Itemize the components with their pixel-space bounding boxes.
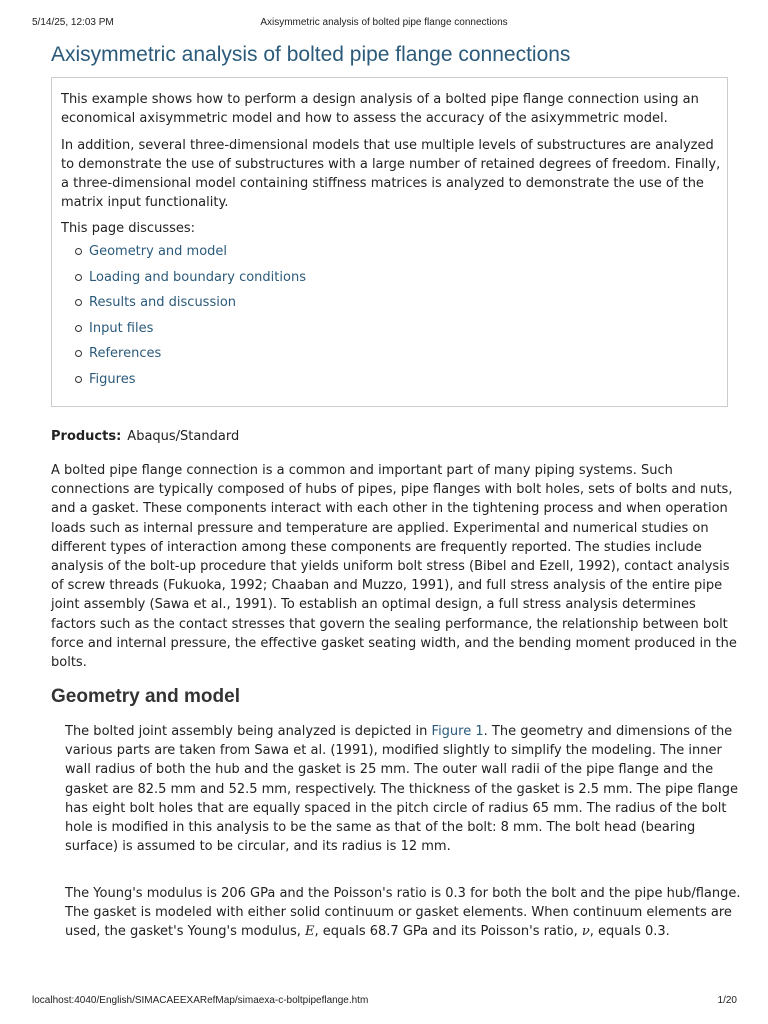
intro-paragraph: A bolted pipe flange connection is a common and important part of many piping systems. Such connections are typically composed of hubs of pipes, pipe flanges with bolt holes, sets of bolts and nuts, and a gasket. These components interact with each other in the tightening process and when operation loads such as internal pressure and temperature are applied. Experimental and numerical studies on different types of interaction among these components are frequently reported. The studies include analysis of the bolt-up procedure that yields uniform bolt stress (Bibel and Ezell, 1992), contact analysis of screw threads (Fukuoka, 1992; Chaaban and Muzzo, 1991), and full stress analysis of the entire pipe joint assembly (Sawa et al., 1991). To establish an optimal design, a full stress analysis determines factors such as the contact stresses that govern the sealing performance, the relationship between bolt force and internal pressure, the effective gasket seating width, and the bending moment produced in the bolts. — [51, 463, 737, 671]
toc-link-references[interactable]: References — [89, 346, 162, 361]
toc-link-loading[interactable]: Loading and boundary conditions — [89, 270, 306, 285]
geometry-paragraph-1 — [65, 722, 741, 856]
discusses-label: This page discusses: — [61, 221, 196, 236]
summary-paragraph-1: This example shows how to perform a design analysis of a bolted pipe flange connection using an economical axisymmetric model and how to assess the accuracy of the asixymmetric model. — [61, 92, 699, 126]
geometry-p2-text-a: The Young's modulus is 206 GPa and the Poisson's ratio is 0.3 for both the bolt and the pipe hub/flange. The gasket is modeled with either solid continuum or gasket elements. When continuum elements are used, the gasket's Young's modulus, — [65, 886, 741, 940]
toc-link-figures[interactable]: Figures — [89, 372, 136, 387]
print-page-number: 1/20 — [717, 995, 737, 1006]
geometry-p1-text-b: . The geometry and dimensions of the various parts are taken from Sawa et al. (1991), modified slightly to simplify the modeling. The inner wall radius of both the hub and the gasket is 25 mm. The outer wall radii of the pipe flange and the gasket are 82.5 mm and 52.5 mm, respectively. The thickness of the gasket is 2.5 mm. The pipe flange has eight bolt holes that are equally spaced in the pitch circle of radius 65 mm. The radius of the bolt hole is modified in this analysis to be the same as that of the bolt: 8 mm. The bolt head (bearing surface) is assumed to be circular, and its radius is 12 mm. — [65, 724, 738, 855]
print-footer — [0, 995, 768, 1009]
poisson-ratio-symbol: ν — [581, 924, 590, 940]
page-title: Axisymmetric analysis of bolted pipe flange connections — [51, 43, 571, 66]
print-date: 5/14/25, 12:03 PM — [32, 17, 114, 28]
summary-box — [51, 77, 728, 407]
youngs-modulus-symbol: E — [305, 924, 315, 940]
products-label: Products: — [51, 429, 122, 444]
print-header — [0, 17, 768, 31]
geometry-p2-text-c: , equals 0.3. — [589, 924, 670, 940]
summary-paragraph-2: In addition, several three-dimensional models that use multiple levels of substructures are analyzed to demonstrate the use of substructures with a large number of retained degrees of freedom. Finally, a three-dimensional model containing stiffness matrices is analyzed to demonstrate the use of the matrix input functionality. — [61, 138, 721, 210]
products-value: Abaqus/Standard — [127, 429, 240, 444]
print-url: localhost:4040/English/SIMACAEEXARefMap/simaexa-c-boltpipeflange.htm — [32, 995, 369, 1006]
geometry-p1-text-a: The bolted joint assembly being analyzed is depicted in — [65, 724, 432, 739]
geometry-p2-text-b: , equals 68.7 GPa and its Poisson's ratio, — [314, 924, 582, 940]
products-line — [51, 427, 239, 446]
toc-link-geometry[interactable]: Geometry and model — [89, 244, 228, 259]
section-heading-geometry: Geometry and model — [51, 686, 240, 707]
figure-1-link[interactable]: Figure 1 — [431, 724, 484, 739]
geometry-paragraph-2 — [65, 884, 741, 942]
toc-link-input-files[interactable]: Input files — [89, 321, 154, 336]
toc-link-results[interactable]: Results and discussion — [89, 295, 237, 310]
print-page-title: Axisymmetric analysis of bolted pipe flange connections — [260, 17, 508, 28]
